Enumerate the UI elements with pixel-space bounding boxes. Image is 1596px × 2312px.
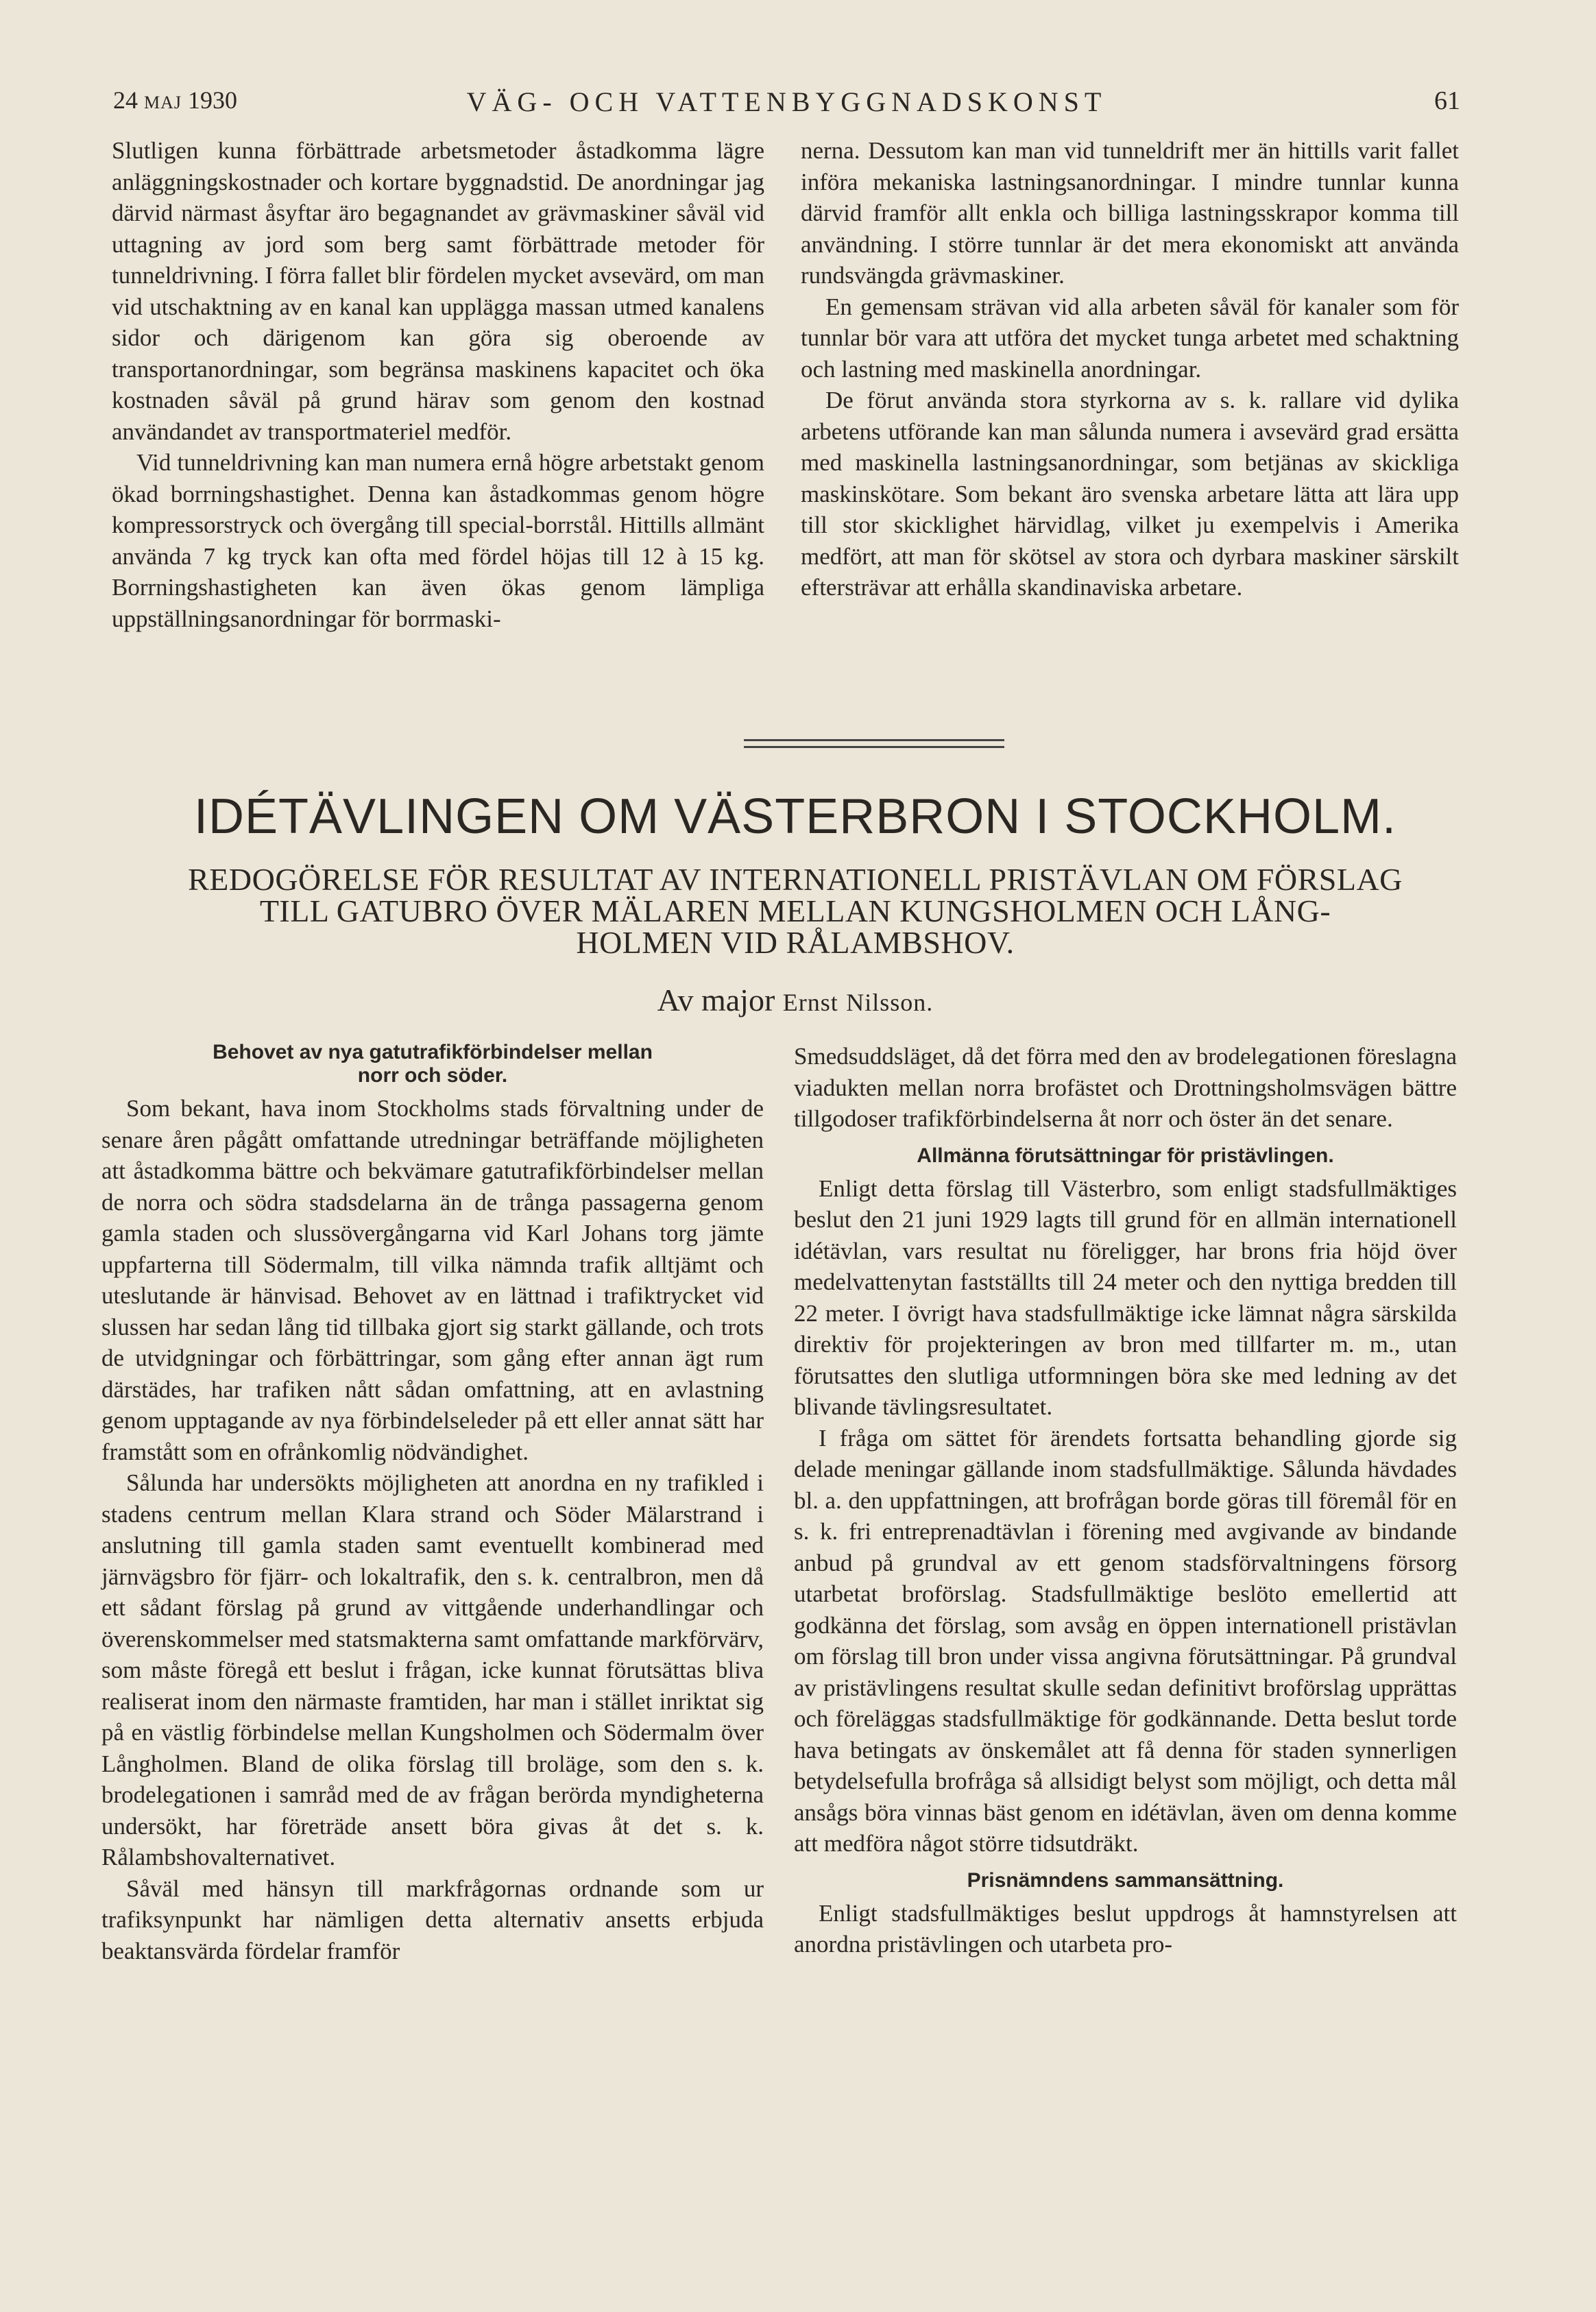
heading-line: norr och söder. bbox=[357, 1064, 508, 1087]
section-heading-conditions: Allmänna förutsättningar för pristävlingen. bbox=[917, 1144, 1334, 1167]
date-day: 24 bbox=[113, 86, 138, 114]
paragraph: Smedsuddsläget, då det förra med den av brodelegationen föreslagna viadukten mellan norra brofästet och Drottningsholmsvägen bättre tillgodoser trafikförbindelserna åt norr och öster än det senare. bbox=[794, 1043, 1457, 1132]
subtitle-line: TILL GATUBRO ÖVER MÄLAREN MELLAN KUNGSHOLMEN OCH LÅNG- bbox=[259, 893, 1331, 928]
heading-line: Behovet av nya gatutrafikförbindelser mellan bbox=[213, 1041, 653, 1063]
paragraph: I fråga om sättet för ärendets fortsatta behandling gjorde sig delade meningar gällande inom stadsfullmäktige. Sålunda hävdades bl. a. den uppfattningen, att brofrågan borde göras till föremål för en s. k. fri entreprenadtävlan i förening med avgivande av bindande anbud på grundval av ett genom stadsförvaltningens försorg utarbetat broförslag. Stadsfullmäktige beslöto emellertid att godkänna det förslag, som avsåg en öppen internationell pristävlan om förslag till bron under vissa angivna förutsättningar. På grundval av pristävlingens resultat skulle sedan definitivt broförslag upprättas och föreläggas stadsfullmäktige för godkännande. Detta beslut torde hava betingats av önskemålet att få denna för staden synnerligen betydelsefulla brofråga så allsidigt belyst som möjligt, och detta mål ansågs böra vinnas bäst genom en idétävlan, även om denna komme att medföra något större tidsutdräkt. bbox=[794, 1424, 1457, 1857]
section-heading-jury: Prisnämndens sammansättning. bbox=[967, 1868, 1284, 1892]
paragraph: Enligt stadsfullmäktiges beslut uppdrogs åt hamnstyrelsen att anordna pristävlingen och utarbeta pro- bbox=[794, 1899, 1457, 1958]
paragraph: Såväl med hänsyn till markfrågornas ordnande som ur trafiksynpunkt har nämligen detta alternativ ansetts erbjuda beaktansvärda fördelar framför bbox=[101, 1875, 764, 1964]
bottom-right-column bbox=[794, 1041, 1457, 1960]
section-heading bbox=[101, 1041, 764, 1087]
date-month: MAJ bbox=[144, 93, 182, 112]
paragraph: Slutligen kunna förbättrade arbetsmetoder åstadkomma lägre anläggningskostnader och kortare byggnadstid. De anordningar jag därvid närmast åsyftar äro begagnandet av grävmaskiner såväl vid uttagning av jord som berg samt förbättrade metoder för tunneldrivning. I förra fallet blir fördelen mycket avsevärd, om man vid utschaktning av en kanal kan upplägga massan utmed kanalens sidor och därigenom kan göra sig oberoende av transportanordningar, som begränsa maskinens kapacitet och öka kostnaden såväl på grund härav som genom den kostnad användandet av transportmateriel medför. bbox=[112, 137, 764, 445]
byline-prefix: Av major bbox=[657, 983, 775, 1017]
paragraph: Vid tunneldrivning kan man numera ernå högre arbetstakt genom ökad borrningshastighet. Denna kan åstadkommas genom högre kompressorstryck och övergång till special-borrstål. Hittills allmänt använda 7 kg tryck kan ofta med fördel höjas till 12 à 15 kg. Borrningshastigheten kan även ökas genom lämpliga uppställningsanordningar för borrmaski- bbox=[112, 449, 764, 632]
section-divider-top bbox=[744, 739, 1004, 741]
section-divider-bottom bbox=[744, 746, 1004, 748]
running-header bbox=[113, 86, 1460, 127]
paragraph: Enligt detta förslag till Västerbro, som enligt stadsfullmäktiges beslut den 21 juni 1929 lagts till grund för en allmän internationell idétävlan, vars resultat nu föreligger, har brons fria höjd över medelvattenytan fastställts till 24 meter och den nyttiga bredden till 22 meter. I övrigt hava stadsfullmäktige icke lämnat några särskilda direktiv för projekteringen av bron med tillfarter m. m., utan förutsattes den slutliga utformningen böra ske med ledning av det blivande tävlingsresultatet. bbox=[794, 1175, 1457, 1420]
date-year: 1930 bbox=[188, 86, 238, 114]
author-first-name: Ernst bbox=[782, 989, 838, 1016]
article-subtitle bbox=[89, 864, 1501, 959]
subtitle-line: HOLMEN VID RÅLAMBSHOV. bbox=[576, 925, 1015, 960]
bottom-left-column bbox=[101, 1041, 764, 1966]
paragraph: nerna. Dessutom kan man vid tunneldrift mer än hittills varit fallet införa mekaniska lastningsanordningar. I mindre tunnlar kunna därvid framför allt enkla och billiga lastningsskrapor komma till användning. I större tunnlar är det mera ekonomiskt att använda rundsvängda grävmaskiner. bbox=[801, 137, 1459, 289]
subtitle-line: REDOGÖRELSE FÖR RESULTAT AV INTERNATIONELL PRISTÄVLAN OM FÖRSLAG bbox=[188, 862, 1403, 897]
article-byline bbox=[89, 982, 1501, 1018]
paragraph: En gemensam strävan vid alla arbeten såväl för kanaler som för tunnlar bör vara att utföra det mycket tunga arbetet med schaktning och lastning med maskinella anordningar. bbox=[801, 293, 1459, 383]
article-title: IDÉTÄVLINGEN OM VÄSTERBRON I STOCKHOLM. bbox=[194, 789, 1396, 844]
journal-title: VÄG- OCH VATTENBYGGNADSKONST bbox=[466, 86, 1107, 117]
paragraph: Som bekant, hava inom Stockholms stads förvaltning under de senare åren pågått omfattande utredningar beträffande möjligheten att åstadkomma bättre och bekvämare gatutrafikförbindelser mellan de norra och södra stadsdelarna än de trånga passagerna genom gamla staden och slussövergångarna vid Karl Johans torg jämte uppfarterna till Södermalm, till vilka nämnda trafik alltjämt och uteslutande är hänvisad. Behovet av en lättnad i trafiktrycket vid slussen har sedan lång tid tillbaka gjort sig starkt gällande, och trots de utvidgningar och förbättringar, som gång efter annan ägt rum därstädes, har trafiken nått sådan omfattning, att en avlastning genom upptagande av nya förbindelseleder på ett eller annat sätt har framstått som en ofrånkomlig nödvändighet. bbox=[101, 1095, 764, 1465]
page-number: 61 bbox=[1434, 86, 1460, 115]
top-right-column bbox=[801, 135, 1459, 603]
author-last-name: Nilsson. bbox=[846, 989, 934, 1016]
top-left-column bbox=[112, 135, 764, 634]
paragraph: Sålunda har undersökts möjligheten att anordna en ny trafikled i stadens centrum mellan Klara strand och Söder Mälarstrand i anslutning till gamla staden samt eventuellt kombinerad med järnvägsbro för fjärr- och lokaltrafik, den s. k. centralbron, men då ett sådant förslag på grund av vittgående underhandlingar och överenskommelser med statsmakterna samt omfattande markförvärv, som måste föregå ett beslut i frågan, icke kunnat förutsättas bliva realiserat inom den närmaste framtiden, har man i stället inriktat sig på en västlig förbindelse mellan Kungsholmen och Södermalm över Långholmen. Bland de olika förslag till broläge, som den s. k. brodelegationen i samråd med de av frågan berörda myndigheterna undersökt, har företräde ansett böra givas åt det s. k. Rålambshovalternativet. bbox=[101, 1469, 764, 1870]
paragraph: De förut använda stora styrkorna av s. k. rallare vid dylika arbetens utförande kan man sålunda numera i avsevärd grad ersätta med maskinella lastningsanordningar, som betjänas av skickliga maskinskötare. Som bekant äro svenska arbetare lätta att lära upp till stor skicklighet härvidlag, vilket ju exempelvis i Amerika medfört, att man för skötsel av stora och dyrbara maskiner särskilt eftersträvar att erhålla skandinaviska arbetare. bbox=[801, 387, 1459, 601]
